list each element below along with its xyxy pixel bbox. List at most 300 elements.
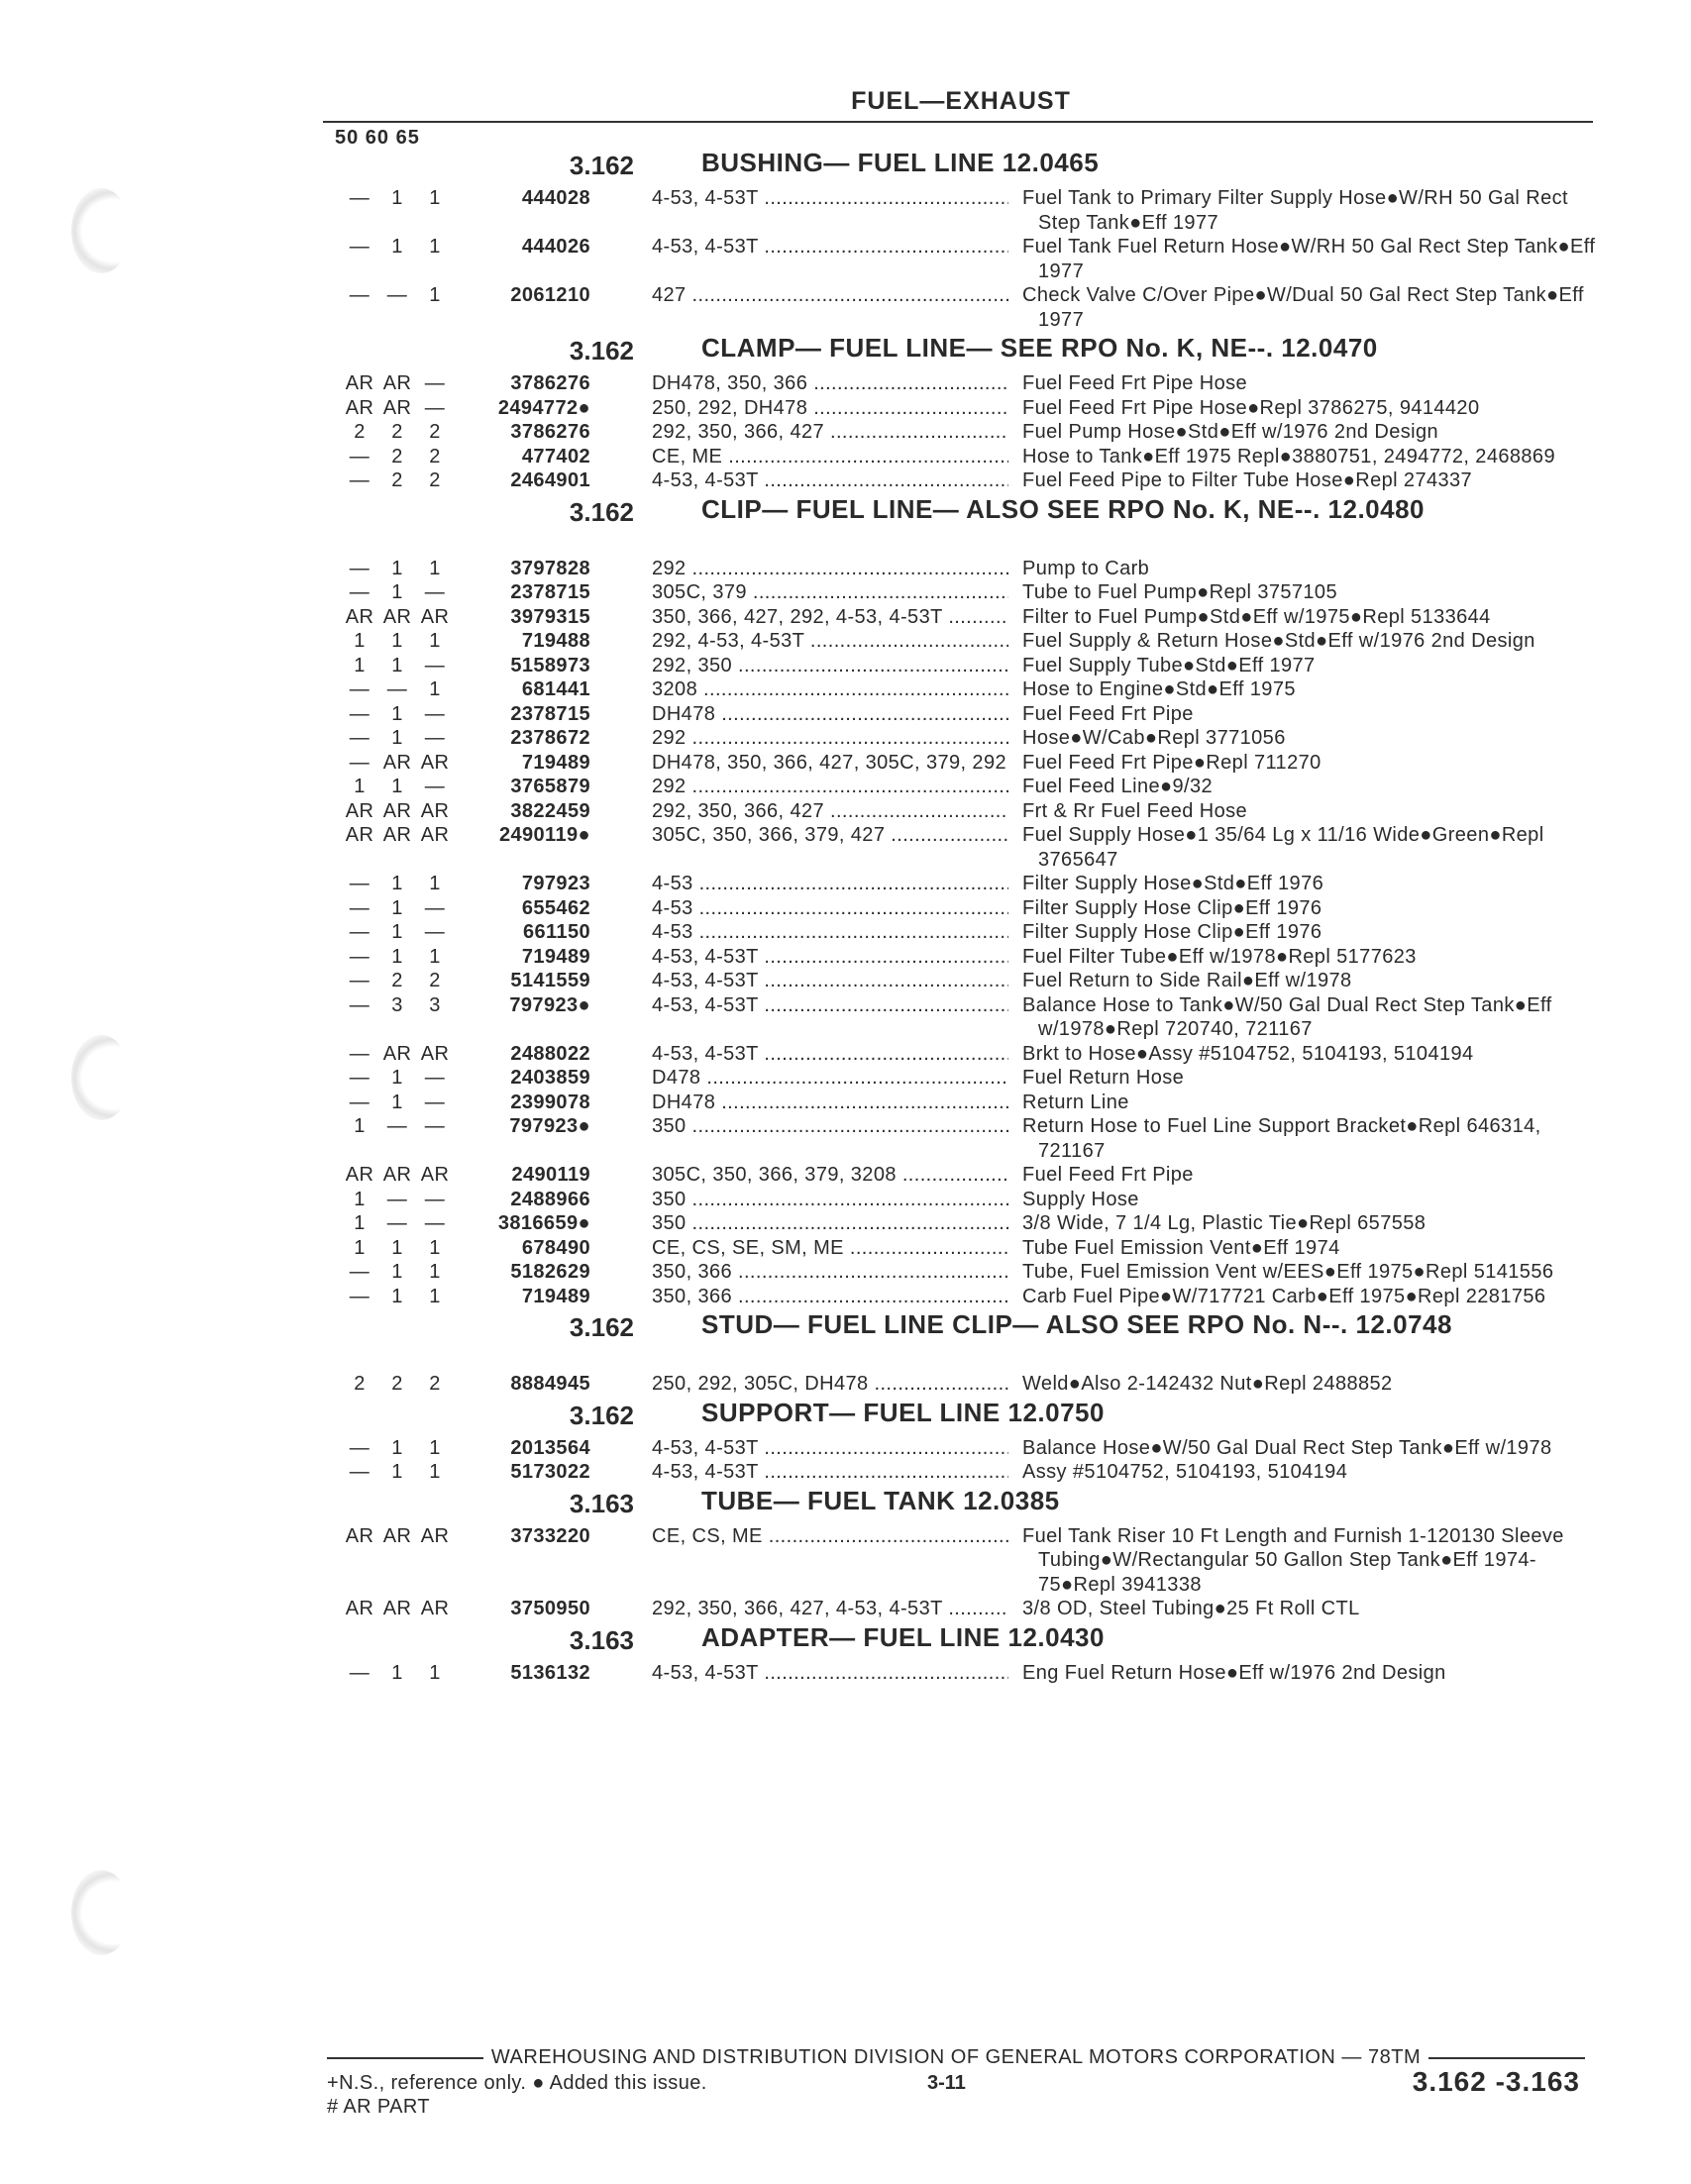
part-number: 477402 (521, 445, 590, 468)
part-number: 681441 (521, 678, 590, 700)
part-description: Eng Fuel Return Hose●Eff w/1976 2nd Design (1022, 1661, 1446, 1684)
model-applicability: 292, 350, 366, 427, 4-53, 4-53T ..... (652, 1597, 1008, 1621)
part-row (0, 235, 1691, 283)
quantity-columns (329, 557, 454, 581)
part-row (0, 1260, 1691, 1285)
quantity-q1: — (349, 557, 370, 579)
part-description: Assy #5104752, 5104193, 5104194 (1022, 1461, 1348, 1483)
quantity-q3: 2 (429, 970, 441, 991)
part-number: 2399078 (510, 1091, 590, 1113)
part-number: 719489 (521, 751, 590, 774)
part-row (0, 945, 1691, 970)
quantity-q3: — (424, 654, 446, 676)
model-applicability: DH478, 350, 366 ..... (652, 371, 1008, 396)
part-number: 2490119● (498, 824, 590, 846)
part-description: Fuel Filter Tube●Eff w/1978●Repl 5177623 (1022, 945, 1417, 968)
part-row (0, 702, 1691, 727)
quantity-q2: 3 (391, 993, 403, 1016)
quantity-q2: 1 (391, 1661, 403, 1684)
quantity-columns (329, 1211, 454, 1236)
part-number: 2403859 (510, 1067, 590, 1089)
column-years-header: 50 60 65 (335, 127, 420, 149)
model-applicability: 305C, 379 ..... (652, 580, 1008, 605)
part-description: Balance Hose●W/50 Gal Dual Rect Step Tank●Eff w/1978 (1022, 1436, 1552, 1459)
quantity-columns (329, 1066, 454, 1091)
part-description: 3/8 Wide, 7 1/4 Lg, Plastic Tie●Repl 657558 (1022, 1212, 1427, 1234)
quantity-q3: 2 (429, 469, 441, 491)
quantity-columns (329, 969, 454, 993)
part-description: Tube Fuel Emission Vent●Eff 1974 (1022, 1236, 1340, 1259)
part-description: Tube, Fuel Emission Vent w/EES●Eff 1975●Repl 5141556 (1022, 1261, 1554, 1283)
quantity-q2: — (386, 1115, 408, 1137)
part-description: Fuel Feed Pipe to Filter Tube Hose●Repl 274337 (1022, 469, 1473, 491)
model-applicability: 4-53, 4-53T ..... (652, 1436, 1008, 1461)
quantity-q1: AR (345, 1598, 374, 1619)
model-applicability: CE, CS, SE, SM, ME ..... (652, 1236, 1008, 1261)
part-row (0, 1597, 1691, 1621)
quantity-q1: AR (345, 1524, 374, 1547)
part-description: Brkt to Hose●Assy #5104752, 5104193, 5104194 (1022, 1042, 1474, 1065)
part-row (0, 420, 1691, 445)
part-number: 2494772● (497, 396, 590, 419)
part-description: Fuel Feed Frt Pipe Hose●Repl 3786275, 9414420 (1022, 396, 1480, 419)
section-title: TUBE— FUEL TANK 12.0385 (701, 1485, 1060, 1515)
part-row (0, 775, 1691, 799)
footer-division-line (327, 2046, 1585, 2069)
part-number: 2488022 (510, 1042, 590, 1065)
quantity-q3: 1 (429, 1436, 441, 1459)
quantity-q2: 2 (391, 469, 403, 491)
quantity-q3: 2 (429, 1373, 441, 1395)
quantity-q1: 2 (354, 1373, 366, 1395)
part-number: 797923 (521, 873, 590, 894)
model-applicability: 4-53, 4-53T ..... (652, 945, 1008, 970)
part-number: 719489 (521, 1285, 590, 1307)
binder-hole-bottom (71, 1870, 131, 1955)
part-row (0, 920, 1691, 945)
quantity-q3: 1 (429, 236, 441, 258)
part-description: Filter to Fuel Pump●Std●Eff w/1975●Repl 5133644 (1022, 605, 1491, 628)
section-number: 3.162 (569, 496, 634, 527)
quantity-q2: — (386, 284, 408, 306)
quantity-q1: — (349, 1091, 370, 1113)
part-row (0, 186, 1691, 235)
model-applicability: 4-53, 4-53T ..... (652, 186, 1008, 211)
part-row (0, 1661, 1691, 1686)
quantity-q3: 1 (429, 1661, 441, 1684)
model-applicability: 4-53, 4-53T ..... (652, 1661, 1008, 1686)
part-number: 5158973 (510, 654, 590, 676)
part-row (0, 1236, 1691, 1261)
quantity-q1: — (349, 469, 370, 491)
model-applicability: 292, 350, 366, 427 ..... (652, 799, 1008, 824)
part-number: 3733220 (510, 1524, 590, 1547)
model-applicability: D478 ..... (652, 1066, 1008, 1091)
quantity-q3: AR (420, 1524, 450, 1547)
part-number: 2490119 (511, 1164, 590, 1186)
quantity-q3: — (424, 396, 446, 419)
model-applicability: 292 ..... (652, 775, 1008, 799)
quantity-q2: AR (382, 751, 412, 774)
quantity-q1: — (349, 284, 370, 306)
quantity-q3: — (424, 581, 446, 603)
part-description: Return Line (1022, 1091, 1129, 1113)
model-applicability: 292, 4-53, 4-53T ..... (652, 629, 1008, 654)
quantity-q2: 2 (391, 445, 403, 468)
quantity-columns (329, 1091, 454, 1115)
part-description: Fuel Return Hose (1022, 1067, 1185, 1089)
quantity-columns (329, 945, 454, 970)
part-description: Filter Supply Hose Clip●Eff 1976 (1022, 896, 1322, 919)
quantity-columns (329, 1042, 454, 1067)
part-number: 797923● (509, 993, 590, 1016)
quantity-q3: AR (420, 605, 450, 628)
quantity-q1: — (349, 187, 370, 209)
quantity-q1: — (349, 751, 370, 774)
part-number: 5136132 (510, 1661, 590, 1684)
section-header (0, 1485, 1691, 1524)
part-row (0, 751, 1691, 776)
quantity-q2: — (386, 1212, 408, 1234)
quantity-q2: 1 (391, 1067, 403, 1089)
quantity-q2: 1 (391, 1091, 403, 1113)
quantity-columns (329, 1236, 454, 1261)
quantity-q3: — (424, 372, 446, 394)
part-row (0, 445, 1691, 469)
quantity-q1: — (349, 921, 370, 943)
quantity-columns (329, 371, 454, 396)
part-number: 5141559 (510, 970, 590, 991)
quantity-q3: — (424, 921, 446, 943)
quantity-q3: AR (420, 751, 450, 774)
quantity-q3: — (424, 1115, 446, 1137)
quantity-columns (329, 823, 454, 848)
quantity-columns (329, 605, 454, 630)
model-applicability: 350, 366 ..... (652, 1260, 1008, 1285)
part-number: 2464901 (510, 469, 590, 491)
model-applicability: 4-53, 4-53T ..... (652, 235, 1008, 260)
part-row (0, 1211, 1691, 1236)
quantity-q1: AR (345, 372, 374, 394)
quantity-q2: 1 (391, 776, 403, 797)
quantity-q2: 1 (391, 236, 403, 258)
quantity-q1: — (349, 702, 370, 725)
quantity-q3: 1 (429, 945, 441, 968)
part-description: 3/8 OD, Steel Tubing●25 Ft Roll CTL (1022, 1598, 1360, 1619)
quantity-q2: 1 (391, 945, 403, 968)
quantity-q3: 1 (429, 557, 441, 579)
part-number: 3822459 (510, 799, 590, 822)
quantity-q2: 2 (391, 421, 403, 443)
quantity-q2: 1 (391, 727, 403, 749)
quantity-q3: 1 (429, 1461, 441, 1483)
quantity-q3: AR (420, 1598, 450, 1619)
quantity-q1: — (349, 581, 370, 603)
model-applicability: DH478 ..... (652, 1091, 1008, 1115)
part-number: 2378672 (510, 727, 590, 749)
section-number: 3.162 (569, 336, 634, 365)
footer-note: +N.S., reference only. ● Added this issue. (327, 2072, 707, 2094)
section-number: 3.163 (569, 1624, 634, 1655)
quantity-q1: AR (345, 605, 374, 628)
quantity-q3: 2 (429, 421, 441, 443)
quantity-q2: AR (382, 1524, 412, 1547)
model-applicability: CE, ME ..... (652, 445, 1008, 469)
quantity-q3: — (424, 1067, 446, 1089)
part-description: Filter Supply Hose Clip●Eff 1976 (1022, 921, 1322, 943)
part-number: 2378715 (510, 581, 590, 603)
quantity-q2: 1 (391, 630, 403, 652)
quantity-columns (329, 420, 454, 445)
part-number: 3765879 (510, 776, 590, 797)
quantity-q1: AR (345, 824, 374, 846)
part-number: 3797828 (510, 557, 590, 579)
quantity-q2: 1 (391, 896, 403, 919)
part-row (0, 557, 1691, 581)
quantity-q2: — (386, 678, 408, 700)
part-description: Fuel Feed Line●9/32 (1022, 776, 1214, 797)
section-title: CLIP— FUEL LINE— ALSO SEE RPO No. K, NE--. 12.0480 (701, 493, 1426, 524)
quantity-columns (329, 896, 454, 921)
part-description: Hose to Engine●Std●Eff 1975 (1022, 678, 1296, 700)
footer-division: WAREHOUSING AND DISTRIBUTION DIVISION OF GENERAL MOTORS CORPORATION — 78TM (490, 2046, 1422, 2068)
part-row (0, 654, 1691, 678)
quantity-q3: — (424, 1212, 446, 1234)
part-number: 8884945 (510, 1373, 590, 1395)
part-row (0, 629, 1691, 654)
model-applicability: 292, 350, 366, 427 ..... (652, 420, 1008, 445)
part-number: 2488966 (510, 1188, 590, 1210)
quantity-q1: 1 (354, 1212, 366, 1234)
model-applicability: 292 ..... (652, 726, 1008, 751)
part-row (0, 1285, 1691, 1309)
quantity-q2: 1 (391, 873, 403, 894)
quantity-columns (329, 1114, 454, 1139)
quantity-q2: 1 (391, 581, 403, 603)
page-number: 3-11 (927, 2072, 966, 2094)
quantity-columns (329, 654, 454, 678)
section-title: ADAPTER— FUEL LINE 12.0430 (701, 1621, 1105, 1652)
quantity-columns (329, 1661, 454, 1686)
part-row (0, 1066, 1691, 1091)
model-applicability: 4-53, 4-53T ..... (652, 969, 1008, 993)
quantity-q2: 1 (391, 1461, 403, 1483)
model-applicability: 4-53 ..... (652, 920, 1008, 945)
quantity-q2: 2 (391, 970, 403, 991)
part-row (0, 1436, 1691, 1461)
quantity-q3: AR (420, 799, 450, 822)
page-title: FUEL—EXHAUST (851, 87, 1071, 115)
quantity-q2: 1 (391, 654, 403, 676)
part-row (0, 1372, 1691, 1397)
quantity-columns (329, 751, 454, 776)
part-description: Supply Hose (1022, 1188, 1139, 1210)
quantity-columns (329, 993, 454, 1018)
quantity-q1: AR (345, 799, 374, 822)
part-description: Fuel Feed Frt Pipe (1022, 702, 1194, 725)
quantity-columns (329, 799, 454, 824)
part-number: 2061210 (510, 284, 590, 306)
quantity-q1: 1 (354, 654, 366, 676)
quantity-q3: AR (420, 1164, 450, 1186)
quantity-q1: — (349, 1261, 370, 1283)
part-number: 3816659● (497, 1212, 590, 1234)
quantity-q1: — (349, 970, 370, 991)
quantity-q2: AR (382, 396, 412, 419)
parts-list (0, 147, 1691, 1685)
part-description: Return Hose to Fuel Line Support Bracket●Repl 646314, 721167 (1022, 1115, 1541, 1162)
quantity-q2: AR (382, 1164, 412, 1186)
quantity-q1: — (349, 873, 370, 894)
part-row (0, 283, 1691, 332)
quantity-columns (329, 396, 454, 421)
quantity-q1: — (349, 445, 370, 468)
model-applicability: 350, 366 ..... (652, 1285, 1008, 1309)
part-number: 797923● (509, 1115, 590, 1137)
quantity-q2: 1 (391, 921, 403, 943)
part-number: 3786276 (510, 421, 590, 443)
part-description: Fuel Tank Riser 10 Ft Length and Furnish 1-120130 Sleeve Tubing●W/Rectangular 50 Gallon Step Tank●Eff 1974-75●Repl 3941338 (1022, 1524, 1564, 1596)
quantity-q1: AR (345, 1164, 374, 1186)
quantity-q3: 1 (429, 1261, 441, 1283)
part-row (0, 726, 1691, 751)
model-applicability: DH478 ..... (652, 702, 1008, 727)
part-description: Fuel Return to Side Rail●Eff w/1978 (1022, 970, 1352, 991)
quantity-q2: AR (382, 1598, 412, 1619)
part-description: Hose to Tank●Eff 1975 Repl●3880751, 2494772, 2468869 (1022, 445, 1555, 468)
model-applicability: 4-53, 4-53T ..... (652, 1460, 1008, 1485)
quantity-q2: 1 (391, 1436, 403, 1459)
footer-rule-right (1428, 2057, 1585, 2059)
quantity-q2: AR (382, 372, 412, 394)
model-applicability: 292, 350 ..... (652, 654, 1008, 678)
part-number: 719488 (521, 630, 590, 652)
quantity-q3: — (424, 1188, 446, 1210)
part-row (0, 799, 1691, 824)
quantity-columns (329, 677, 454, 702)
part-row (0, 677, 1691, 702)
section-title: CLAMP— FUEL LINE— SEE RPO No. K, NE--. 12.0470 (701, 333, 1378, 363)
section-number: 3.162 (569, 151, 634, 180)
model-applicability: 305C, 350, 366, 379, 427 ..... (652, 823, 1008, 848)
quantity-q3: 1 (429, 630, 441, 652)
part-row (0, 468, 1691, 493)
part-number: 655462 (521, 896, 590, 919)
section-header (0, 332, 1691, 371)
model-applicability: 4-53, 4-53T ..... (652, 993, 1008, 1018)
quantity-q3: — (424, 727, 446, 749)
quantity-columns (329, 1285, 454, 1309)
part-row (0, 872, 1691, 896)
quantity-q3: AR (420, 1042, 450, 1065)
part-number: 5173022 (510, 1461, 590, 1483)
part-description: Carb Fuel Pipe●W/717721 Carb●Eff 1975●Repl 2281756 (1022, 1285, 1546, 1307)
quantity-q1: AR (345, 396, 374, 419)
quantity-q1: 1 (354, 1115, 366, 1137)
quantity-q3: 2 (429, 445, 441, 468)
model-applicability: 350, 366, 427, 292, 4-53, 4-53T ..... (652, 605, 1008, 630)
section-number: 3.163 (569, 1488, 634, 1518)
part-number: 719489 (521, 945, 590, 968)
section-title: SUPPORT— FUEL LINE 12.0750 (701, 1397, 1105, 1427)
part-description: Balance Hose to Tank●W/50 Gal Dual Rect Step Tank●Eff w/1978●Repl 720740, 721167 (1022, 993, 1552, 1040)
model-applicability: 4-53 ..... (652, 896, 1008, 921)
model-applicability: 250, 292, 305C, DH478 ..... (652, 1372, 1008, 1397)
quantity-q1: — (349, 727, 370, 749)
quantity-q2: AR (382, 605, 412, 628)
quantity-columns (329, 872, 454, 896)
part-description: Fuel Tank Fuel Return Hose●W/RH 50 Gal Rect Step Tank●Eff 1977 (1022, 236, 1596, 282)
header-rule (323, 121, 1593, 123)
quantity-q2: AR (382, 1042, 412, 1065)
quantity-q2: 1 (391, 702, 403, 725)
part-description: Check Valve C/Over Pipe●W/Dual 50 Gal Rect Step Tank●Eff 1977 (1022, 284, 1584, 331)
part-description: Fuel Supply & Return Hose●Std●Eff w/1976 2nd Design (1022, 630, 1535, 652)
quantity-columns (329, 702, 454, 727)
quantity-q1: — (349, 1436, 370, 1459)
quantity-q1: 1 (354, 776, 366, 797)
quantity-q1: — (349, 236, 370, 258)
part-description: Fuel Feed Frt Pipe Hose (1022, 372, 1248, 394)
footer-ar-note: # AR PART (327, 2096, 431, 2118)
model-applicability: DH478, 350, 366, 427, 305C, 379, 292 ..... (652, 751, 1008, 776)
part-description: Fuel Feed Frt Pipe●Repl 711270 (1022, 751, 1321, 774)
quantity-q1: — (349, 1285, 370, 1307)
quantity-q3: 1 (429, 678, 441, 700)
quantity-q3: — (424, 1091, 446, 1113)
quantity-columns (329, 1524, 454, 1549)
part-description: Tube to Fuel Pump●Repl 3757105 (1022, 581, 1337, 603)
part-description: Fuel Feed Frt Pipe (1022, 1164, 1194, 1186)
quantity-columns (329, 1597, 454, 1621)
quantity-q1: 1 (354, 1236, 366, 1259)
quantity-columns (329, 629, 454, 654)
quantity-q2: 1 (391, 1285, 403, 1307)
part-row (0, 969, 1691, 993)
quantity-q3: 1 (429, 873, 441, 894)
section-range: 3.162 -3.163 (1412, 2066, 1580, 2097)
quantity-columns (329, 186, 454, 211)
part-description: Fuel Tank to Primary Filter Supply Hose●W/RH 50 Gal Rect Step Tank●Eff 1977 (1022, 187, 1568, 234)
quantity-q1: 1 (354, 1188, 366, 1210)
section-header (0, 1308, 1691, 1372)
part-description: Fuel Pump Hose●Std●Eff w/1976 2nd Design (1022, 421, 1439, 443)
section-number: 3.162 (569, 1400, 634, 1430)
part-description: Weld●Also 2-142432 Nut●Repl 2488852 (1022, 1373, 1393, 1395)
quantity-columns (329, 445, 454, 469)
quantity-columns (329, 1372, 454, 1397)
quantity-q1: 1 (354, 630, 366, 652)
quantity-columns (329, 1436, 454, 1461)
quantity-q2: 1 (391, 187, 403, 209)
part-description: Fuel Supply Tube●Std●Eff 1977 (1022, 654, 1316, 676)
model-applicability: 250, 292, DH478 ..... (652, 396, 1008, 421)
quantity-columns (329, 283, 454, 308)
part-row (0, 371, 1691, 396)
part-description: Frt & Rr Fuel Feed Hose (1022, 799, 1248, 822)
quantity-q3: AR (420, 824, 450, 846)
part-row (0, 1460, 1691, 1485)
section-title: BUSHING— FUEL LINE 12.0465 (701, 148, 1100, 177)
part-number: 444028 (521, 187, 590, 209)
quantity-q1: — (349, 678, 370, 700)
quantity-q1: 2 (354, 421, 366, 443)
quantity-q2: AR (382, 824, 412, 846)
quantity-q2: 1 (391, 1236, 403, 1259)
section-header (0, 147, 1691, 186)
part-number: 3786276 (510, 372, 590, 394)
quantity-q3: — (424, 896, 446, 919)
